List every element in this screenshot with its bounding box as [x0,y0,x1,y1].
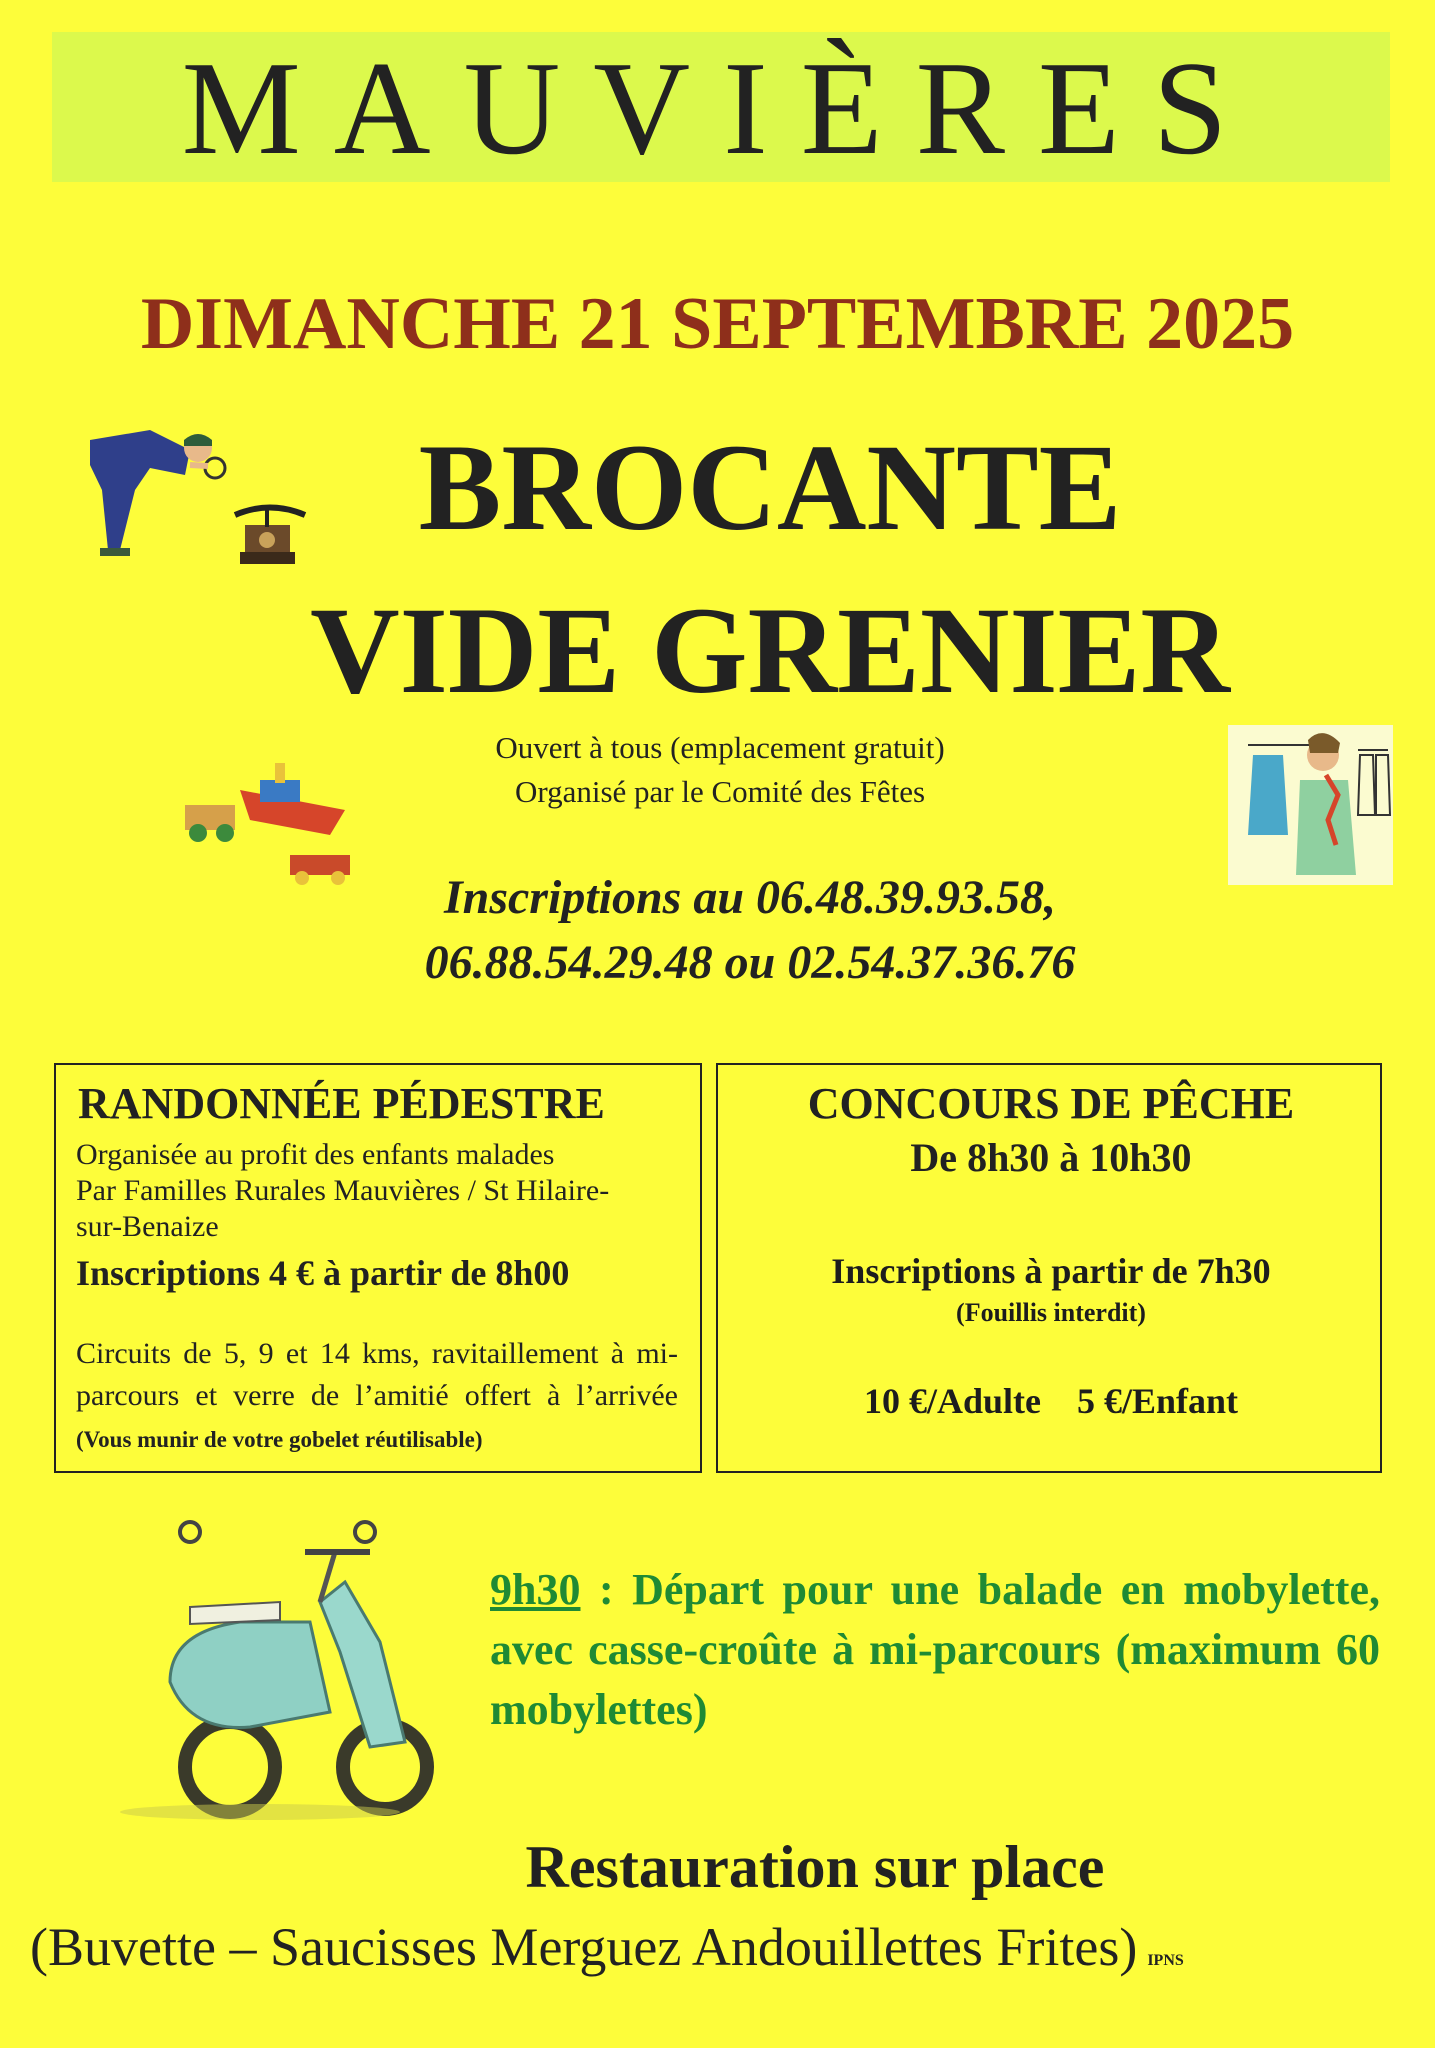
event-date: DIMANCHE 21 SEPTEMBRE 2025 [140,283,1295,365]
registration-phones-line2: 06.88.54.29.48 ou 02.54.37.36.76 [424,936,1076,989]
scooter-icon [130,1512,450,1822]
randonnee-circuits [76,1333,678,1461]
balade-time: 9h30 [490,1565,581,1614]
peche-box [716,1063,1382,1473]
ipns-mark: IPNS [1147,1952,1184,1969]
peche-prices [718,1379,1384,1423]
restauration-menu-text: (Buvette – Saucisses Merguez Andouillettes Frites) [30,1917,1138,1977]
woman-clothes-icon [1228,725,1393,885]
balade-separator: : [580,1565,633,1614]
randonnee-circuits-text: Circuits de 5, 9 et 14 kms, ravitaillement à mi-parcours et verre de l’amitié offert à l’arrivée [76,1337,678,1412]
restauration-menu [30,1915,1420,1993]
balade-text [490,1560,1380,1740]
peche-inscriptions: Inscriptions à partir de 7h30 [831,1251,1271,1291]
peche-note: (Fouillis interdit) [956,1298,1146,1327]
peche-heading: CONCOURS DE PÊCHE [807,1079,1295,1128]
peche-price-child: 5 €/Enfant [1076,1381,1239,1421]
peche-hours: De 8h30 à 10h30 [910,1135,1192,1180]
randonnee-desc1: Organisée au profit des enfants malades [76,1138,555,1171]
event-title-vide-grenier: VIDE GRENIER [310,582,1230,719]
randonnee-box [54,1063,702,1473]
event-subtitle-organizer: Organisé par le Comité des Fêtes [514,774,926,809]
registration-phones-line1: Inscriptions au 06.48.39.93.58, [443,871,1057,924]
randonnee-inscriptions: Inscriptions 4 € à partir de 8h00 [76,1253,570,1293]
balade-description: Départ pour une balade en mobylette, avec casse-croûte à mi-parcours (maximum 60 mobylettes) [490,1565,1380,1734]
man-magnifier-icon [80,420,230,560]
randonnee-desc3: sur-Benaize [76,1210,219,1243]
randonnee-note: (Vous munir de votre gobelet réutilisable) [76,1427,483,1452]
randonnee-heading: RANDONNÉE PÉDESTRE [78,1079,605,1128]
peche-price-adult: 10 €/Adulte [863,1381,1041,1421]
randonnee-desc2: Par Familles Rurales Mauvières / St Hilaire- [76,1174,610,1207]
event-subtitle-open: Ouvert à tous (emplacement gratuit) [495,730,945,765]
restauration-heading: Restauration sur place [525,1834,1105,1900]
event-title-brocante: BROCANTE [418,419,1122,556]
page-title: MAUVIÈRES [181,34,1261,182]
